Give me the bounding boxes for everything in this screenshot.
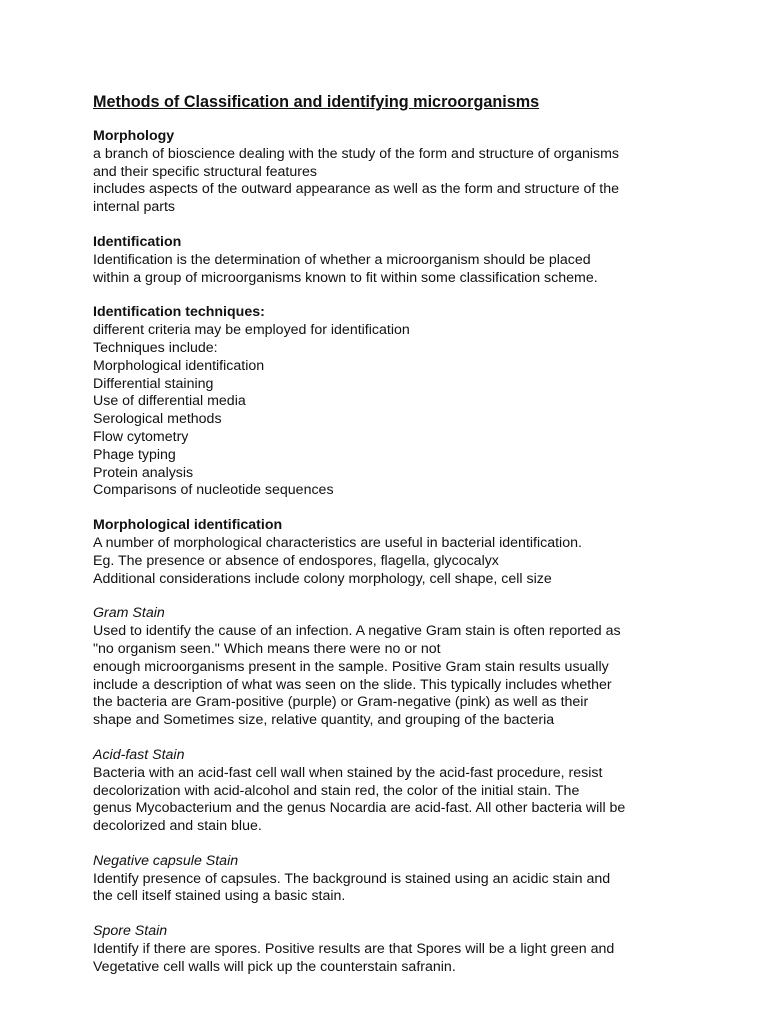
section-morphology: [93, 128, 708, 217]
list-item: Use of differential media: [93, 393, 246, 410]
list-item: Comparisons of nucleotide sequences: [93, 482, 334, 499]
section-heading: Morphological identification: [93, 517, 283, 534]
section-acid-fast-stain: [93, 747, 708, 836]
subsection-heading: Gram Stain: [93, 605, 165, 622]
paragraph-line: within a group of microorganisms known to fit within some classification scheme.: [93, 269, 598, 286]
paragraph-line: Additional considerations include colony morphology, cell shape, cell size: [93, 570, 552, 587]
paragraph-line: Used to identify the cause of an infection. A negative Gram stain is often reported as: [93, 623, 621, 640]
paragraph-line: shape and Sometimes size, relative quantity, and grouping of the bacteria: [93, 712, 555, 729]
subsection-heading: Spore Stain: [93, 923, 168, 940]
section-spore-stain: [93, 923, 708, 976]
paragraph-line: the cell itself stained using a basic stain.: [93, 888, 346, 905]
paragraph-line: Eg. The presence or absence of endospores, flagella, glycocalyx: [93, 552, 499, 569]
paragraph-line: Identify presence of capsules. The background is stained using an acidic stain and: [93, 870, 611, 887]
section-morphological-identification: [93, 517, 708, 588]
paragraph-line: decolorized and stain blue.: [93, 818, 262, 835]
paragraph-line: and their specific structural features: [93, 163, 317, 180]
list-item: Differential staining: [93, 375, 214, 392]
list-item: Phage typing: [93, 446, 176, 463]
list-item: different criteria may be employed for identification: [93, 322, 410, 339]
paragraph-line: Identify if there are spores. Positive results are that Spores will be a light green and: [93, 941, 615, 958]
list-item: Flow cytometry: [93, 428, 189, 445]
section-identification-techniques: [93, 304, 708, 500]
paragraph-line: "no organism seen." Which means there were no or not: [93, 640, 441, 657]
section-gram-stain: [93, 605, 708, 730]
paragraph-line: internal parts: [93, 199, 176, 216]
section-identification: [93, 234, 708, 287]
section-heading: Morphology: [93, 128, 175, 144]
paragraph-line: includes aspects of the outward appearance as well as the form and structure of the: [93, 181, 620, 198]
list-item: Techniques include:: [93, 339, 218, 356]
paragraph-line: a branch of bioscience dealing with the study of the form and structure of organisms: [93, 145, 620, 162]
paragraph-line: decolorization with acid-alcohol and stain red, the color of the initial stain. The: [93, 782, 580, 799]
paragraph-line: Bacteria with an acid-fast cell wall when stained by the acid-fast procedure, resist: [93, 764, 603, 781]
section-heading: Identification techniques:: [93, 304, 265, 321]
section-heading: Identification: [93, 233, 182, 250]
paragraph-line: genus Mycobacterium and the genus Nocardia are acid-fast. All other bacteria will be: [93, 800, 626, 817]
paragraph-line: include a description of what was seen on the slide. This typically includes whether: [93, 676, 612, 693]
paragraph-line: A number of morphological characteristics are useful in bacterial identification.: [93, 534, 582, 551]
list-item: Morphological identification: [93, 357, 265, 374]
paragraph-line: the bacteria are Gram-positive (purple) or Gram-negative (pink) as well as their: [93, 694, 589, 711]
document-title: Methods of Classification and identifying microorganisms: [93, 93, 540, 111]
paragraph-line: Identification is the determination of whether a microorganism should be placed: [93, 251, 591, 268]
section-negative-capsule-stain: [93, 853, 708, 906]
paragraph-line: Vegetative cell walls will pick up the counterstain safranin.: [93, 958, 456, 975]
list-item: Serological methods: [93, 411, 222, 428]
list-item: Protein analysis: [93, 464, 194, 481]
subsection-heading: Acid-fast Stain: [93, 746, 185, 763]
subsection-heading: Negative capsule Stain: [93, 852, 239, 869]
paragraph-line: enough microorganisms present in the sample. Positive Gram stain results usually: [93, 658, 609, 675]
